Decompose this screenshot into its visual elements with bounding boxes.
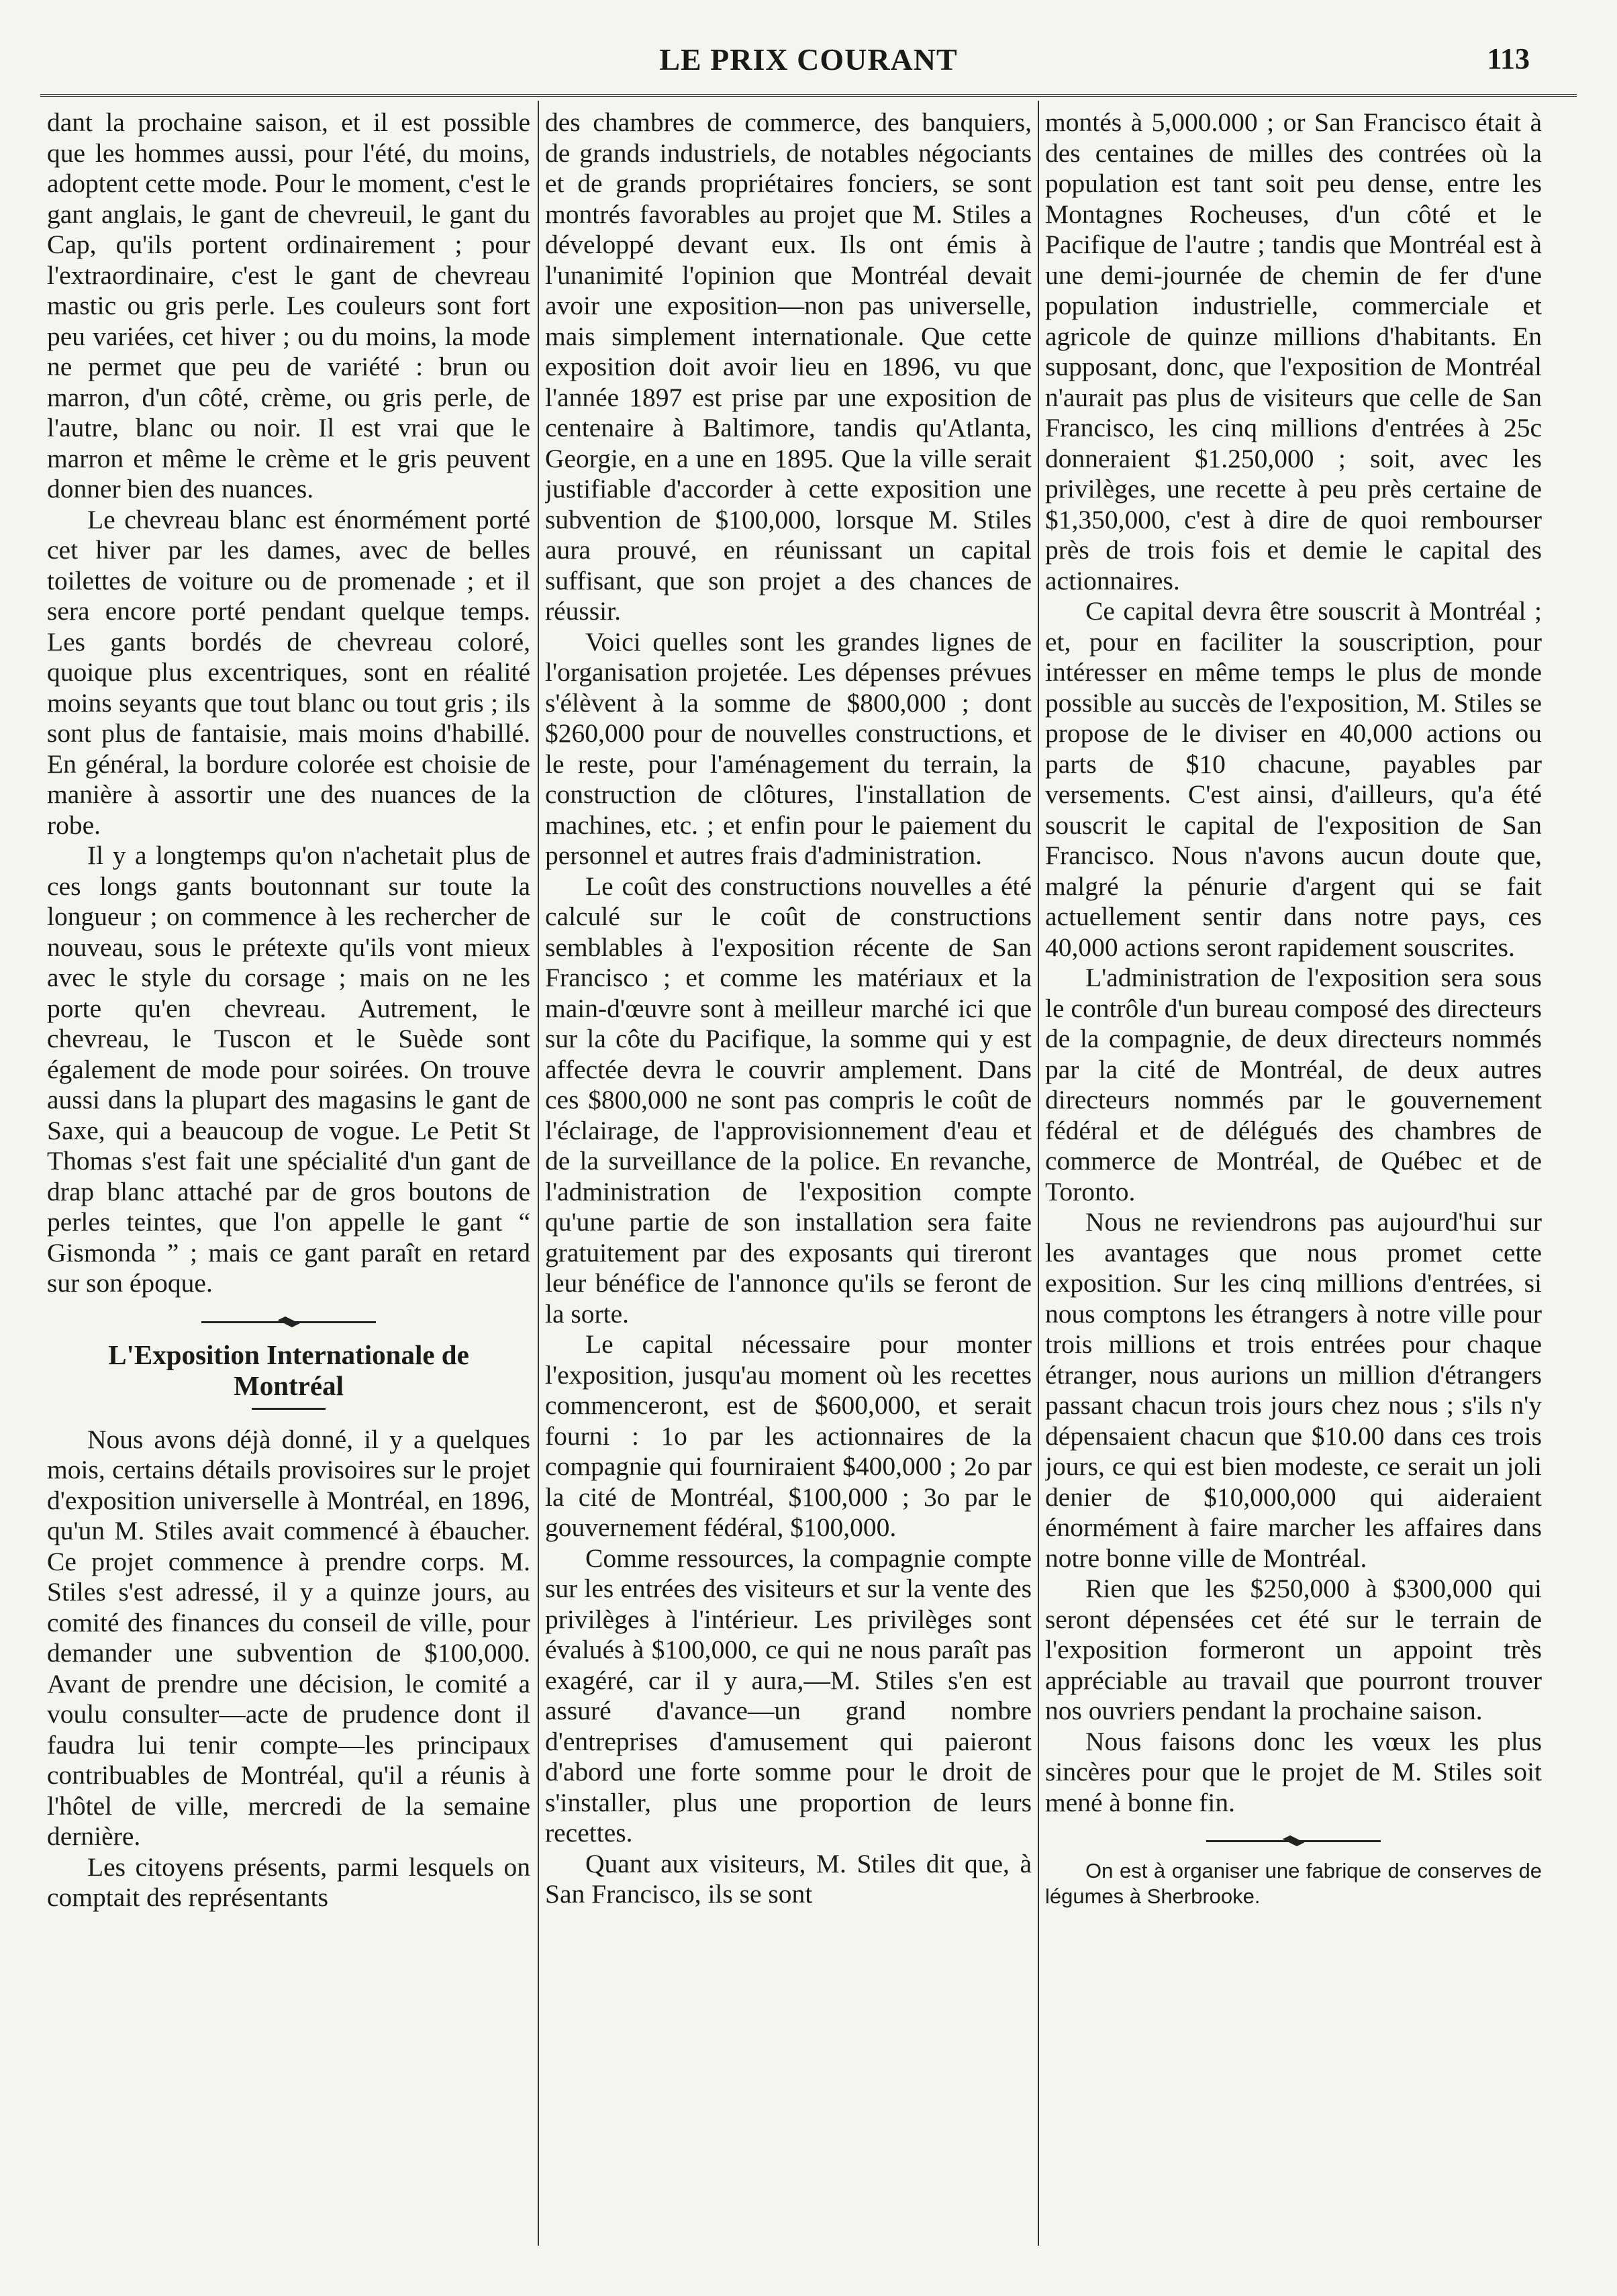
column-divider	[538, 101, 539, 2246]
section-separator-ornament	[201, 1317, 376, 1327]
news-brief: On est à organiser une fabrique de conserves de légumes à Sherbrooke.	[1045, 1859, 1542, 1908]
column-divider	[1038, 101, 1039, 2246]
running-title: LE PRIX COURANT	[659, 42, 958, 77]
paragraph: Les citoyens présents, parmi lesquels on comptait des représentants	[47, 1852, 530, 1912]
paragraph: Nous faisons donc les vœux les plus sincères pour que le projet de M. Stiles soit mené à bonne fin.	[1045, 1726, 1542, 1817]
paragraph: Voici quelles sont les grandes lignes de l'organisation projetée. Les dépenses prévues s'élèvent à la somme de $800,000 ; dont $260,000 pour de nouvelles constructions, et le reste, pour l'aménagement du terrain, la construction de clôtures, l'installation de machines, etc. ; et enfin pour le paiement du personnel et autres frais d'administration.	[545, 626, 1032, 870]
section-separator-ornament	[1206, 1835, 1381, 1846]
section-title	[47, 1339, 530, 1401]
paragraph: Nous ne reviendrons pas aujourd'hui sur les avantages que nous promet cette exposition. Sur les cinq millions d'entrées, si nous comptons les étrangers à notre ville pour trois millions et trois entrées pour chaque étranger, nous aurions un million d'étrangers passant chacun trois jours chez nous ; s'ils n'y dépensaient chacun que $10.00 dans ces trois jours, ce qui est bien modeste, ce serait un joli denier de $10,000,000 qui aideraient énormément à faire marcher les affaires dans notre bonne ville de Montréal.	[1045, 1207, 1542, 1573]
title-rule	[252, 1408, 326, 1410]
paragraph: dant la prochaine saison, et il est possible que les hommes aussi, pour l'été, du moins, adoptent cette mode. Pour le moment, c'est le gant anglais, le gant de chevreuil, le gant du Cap, qu'ils portent ordinairement ; pour l'extraordinaire, c'est le gant de chevreau mastic ou gris perle. Les couleurs sont fort peu variées, cet hiver ; ou du moins, la mode ne permet que peu de variété : brun ou marron, d'un côté, crème, ou gris perle, de l'autre, blanc ou noir. Il est vrai que le marron et même le crème et le gris peuvent donner bien des nuances.	[47, 107, 530, 504]
paragraph: montés à 5,000.000 ; or San Francisco était à des centaines de milles des contrées où la population est tant soit peu dense, entre les Montagnes Rocheuses, d'un côté et le Pacifique de l'autre ; tandis que Montréal est à une demi-journée de chemin de fer d'une population industrielle, commerciale et agricole de quinze millions d'habitants. En supposant, donc, que l'exposition de Montréal n'aurait pas plus de visiteurs que celle de San Francisco, les cinq millions d'entrées à 25c donneraient $1.250,000 ; soit, avec les privilèges, une recette à peu près certaine de $1,350,000, c'est à dire de quoi rembourser près de trois fois et demie le capital des actionnaires.	[1045, 107, 1542, 595]
column-left	[47, 107, 530, 2242]
header-rule	[40, 94, 1577, 97]
paragraph: Le capital nécessaire pour monter l'exposition, jusqu'au moment où les recettes commenceront, est de $600,000, et serait fourni : 1o par les actionnaires de la compagnie qui fourniraient $400,000 ; 2o par la cité de Montréal, $100,000 ; 3o par le gouvernement fédéral, $100,000.	[545, 1329, 1032, 1542]
paragraph: Ce capital devra être souscrit à Montréal ; et, pour en faciliter la souscription, pour intéresser en même temps le plus de monde possible au succès de l'exposition, M. Stiles se propose de le diviser en 40,000 actions ou parts de $10 chacune, payables par versements. C'est ainsi, d'ailleurs, qu'a été souscrit le capital de l'exposition de San Francisco. Nous n'avons aucun doute que, malgré la pénurie d'argent qui se fait actuellement sentir dans notre pays, ces 40,000 actions seront rapidement souscrites.	[1045, 596, 1542, 962]
column-right	[1045, 107, 1542, 2242]
paragraph: Nous avons déjà donné, il y a quelques mois, certains détails provisoires sur le projet d'exposition universelle à Montréal, en 1896, qu'un M. Stiles avait commencé à ébaucher. Ce projet commence à prendre corps. M. Stiles s'est adressé, il y a quinze jours, au comité des finances du conseil de ville, pour demander une subvention de $100,000. Avant de prendre une décision, le comité a voulu consulter—acte de prudence dont il faudra lui tenir compte—les principaux contribuables de Montréal, qu'il a réunis à l'hôtel de ville, mercredi de la semaine dernière.	[47, 1424, 530, 1851]
paragraph: Comme ressources, la compagnie compte sur les entrées des visiteurs et sur la vente des privilèges à l'intérieur. Les privilèges sont évalués à $100,000, ce qui ne nous paraît pas exagéré, car il y aura,—M. Stiles s'en est assuré d'avance—un grand nombre d'entreprises d'amusement qui paieront d'abord une forte somme pour le droit de s'installer, plus une proportion de leurs recettes.	[545, 1543, 1032, 1848]
paragraph: Il y a longtemps qu'on n'achetait plus de ces longs gants boutonnant sur toute la longueur ; on commence à les rechercher de nouveau, sous le prétexte qu'ils vont mieux avec le style du corsage ; mais on ne les porte qu'en chevreau. Autrement, le chevreau, le Tuscon et le Suède sont également de mode pour soirées. On trouve aussi dans la plupart des magasins le gant de Saxe, qui a beaucoup de vogue. Le Petit St Thomas s'est fait une spécialité d'un gant de drap blanc attaché par de gros boutons de perles teintes, que l'on appelle le gant “ Gismonda ” ; mais ce gant paraît en retard sur son époque.	[47, 841, 530, 1298]
paragraph: Quant aux visiteurs, M. Stiles dit que, à San Francisco, ils se sont	[545, 1848, 1032, 1909]
section-title-line: Montréal	[234, 1370, 344, 1401]
paragraph: Le chevreau blanc est énormément porté cet hiver par les dames, avec de belles toilettes de voiture ou de promenade ; et il sera encore porté pendant quelque temps. Les gants bordés de chevreau coloré, quoique plus excentriques, sont en réalité moins seyants que tout blanc ou tout gris ; ils sont plus de fantaisie, mais moins d'habillé. En général, la bordure colorée est choisie de manière à assortir une des nuances de la robe.	[47, 504, 530, 840]
section-title-line: L'Exposition Internationale de	[108, 1339, 469, 1370]
paragraph: des chambres de commerce, des banquiers, de grands industriels, de notables négociants et de grands propriétaires fonciers, se sont montrés favorables au projet que M. Stiles a développé devant eux. Ils ont émis à l'unanimité l'opinion que Montréal devait avoir une exposition—non pas universelle, mais simplement internationale. Que cette exposition doit avoir lieu en 1896, vu que l'année 1897 est prise par une exposition de centenaire à Baltimore, tandis qu'Atlanta, Georgie, en a une en 1895. Que la ville serait justifiable d'accorder à cette exposition une subvention de $100,000, lorsque M. Stiles aura prouvé, en réunissant un capital suffisant, que son projet a des chances de réussir.	[545, 107, 1032, 626]
page-number: 113	[1487, 42, 1530, 75]
paragraph: Rien que les $250,000 à $300,000 qui seront dépensées cet été sur le terrain de l'exposition formeront un appoint très appréciable au travail que pourront trouver nos ouvriers pendant la prochaine saison.	[1045, 1574, 1542, 1725]
paragraph: Le coût des constructions nouvelles a été calculé sur le coût de constructions semblables à l'exposition récente de San Francisco ; et comme les matériaux et la main-d'œuvre sont à meilleur marché ici que sur la côte du Pacifique, la somme qui y est affectée devra le couvrir amplement. Dans ces $800,000 ne sont pas compris le coût de l'éclairage, de l'approvisionnement d'eau et de la surveillance de la police. En revanche, l'administration de l'exposition compte qu'une partie de son installation sera faite gratuitement par des exposants qui tireront leur bénéfice de l'annonce qu'ils se feront de la sorte.	[545, 871, 1032, 1329]
paragraph: L'administration de l'exposition sera sous le contrôle d'un bureau composé des directeurs de la compagnie, de deux directeurs nommés par la cité de Montréal, de deux autres directeurs nommés par le gouvernement fédéral et de délégués des chambres de commerce de Montréal, de Québec et de Toronto.	[1045, 963, 1542, 1206]
column-middle	[545, 107, 1032, 2242]
